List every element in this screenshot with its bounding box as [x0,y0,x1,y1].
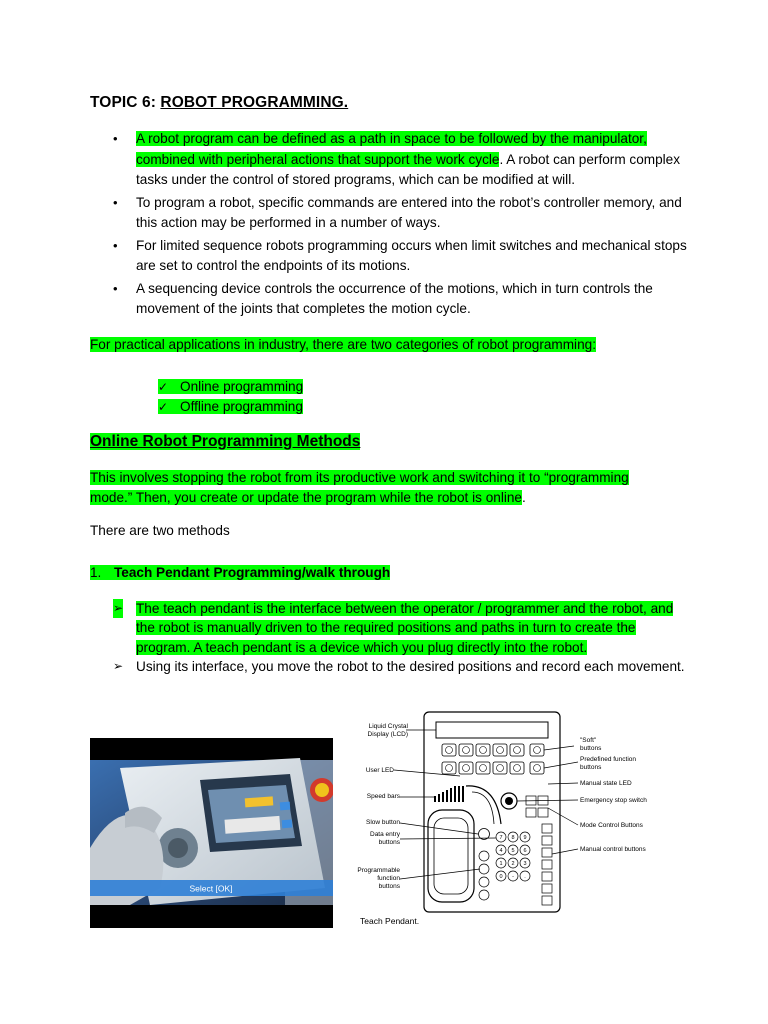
bullet-marker: • [113,194,118,210]
label-soft-2: buttons [580,745,602,752]
label-emergency: Emergency stop switch [580,797,647,804]
label-predefined-2: buttons [580,764,602,771]
photo-caption: Select [OK] [189,883,233,894]
bullet-marker: • [113,280,118,296]
label-manual-state: Manual state LED [580,780,632,787]
label-predefined-1: Predefined function [580,756,637,763]
method-number: 1. [90,565,102,580]
category-checklist [158,377,303,417]
bullet-text: For limited sequence robots programming occurs when limit switches and mechanical stops are set to control the endpoints of its motions. [136,237,687,273]
keypad-key-label: 5 [511,848,515,854]
highlighted-text: This involves stopping the robot from its productive work and switching it to “programming mode.” Then, you create or update the program while the robot is online [90,470,629,505]
categories-paragraph [90,335,596,355]
checkmark-icon: ✓ [158,400,169,414]
list-item [158,377,303,397]
teach-pendant-photo [90,738,333,928]
keypad-key-label: 1 [499,861,503,867]
keypad-key-label: - [512,874,514,880]
label-mode-control: Mode Control Buttons [580,822,643,829]
keypad-key-label: 7 [499,835,503,841]
label-manual-control: Manual control buttons [580,846,646,853]
online-intro-paragraph [90,468,670,508]
arrow-bullet-icon: ➢ [113,658,124,673]
label-soft-1: "Soft" [580,737,597,744]
keypad-key-label: . [524,874,526,880]
bullet-marker: • [113,237,118,253]
list-item [90,236,690,277]
keypad-key-label: 2 [511,861,515,867]
label-slow-button: Slow button [366,819,400,826]
arrow-bullet-icon: ➢ [113,599,123,618]
section-heading-text: Online Robot Programming Methods [90,433,361,450]
highlighted-text: A robot program can be defined as a path in space to be followed by the manipulator, combined with peripheral actions that support the work cycle [136,131,647,167]
bullet-marker: • [113,131,118,146]
keypad-key-label: 8 [511,835,515,841]
title-underlined: ROBOT PROGRAMMING. [160,94,349,111]
keypad-key-label: 0 [499,874,503,880]
keypad-key-label: 3 [523,861,527,867]
teach-pendant-diagram [356,704,668,928]
label-lcd-2: Display (LCD) [367,731,408,738]
page-title [90,94,348,112]
category-label: Offline programming [180,399,303,414]
two-methods-text: There are two methods [90,523,230,538]
bullet-text: A sequencing device controls the occurrence of the motions, which in turn controls the movement of the joints that completes the motion cycle. [136,280,653,316]
highlighted-text: The teach pendant is the interface between the operator / programmer and the robot, and the robot is manually driven to the required positions and paths in turn to create the program. A teach pendant is a device which you plug directly into the robot. [136,601,674,655]
bullet-text: To program a robot, specific commands are entered into the robot’s controller memory, and this action may be performed in a number of ways. [136,194,682,230]
highlighted-text: For practical applications in industry, there are two categories of robot programming: [90,337,596,352]
method-heading [90,563,390,583]
label-programmable-1: Programmable [357,867,400,874]
label-data-entry-2: buttons [378,839,400,846]
checkmark-icon: ✓ [158,380,169,394]
category-label: Online programming [180,379,304,394]
list-item [158,397,303,417]
method-title: Teach Pendant Programming/walk through [114,565,391,580]
diagram-caption: Teach Pendant. [360,916,420,926]
label-programmable-3: buttons [378,883,400,890]
section-heading-online [90,433,360,451]
list-item [90,599,690,657]
label-data-entry-1: Data entry [370,831,400,838]
label-user-led: User LED [365,767,394,774]
list-item [90,657,690,676]
bullet-text: Using its interface, you move the robot to the desired positions and record each movement. [136,658,685,674]
paragraph-end: . [521,490,526,505]
intro-bullet-list [90,129,690,322]
keypad-key-label: 9 [523,835,527,841]
list-item [90,193,690,234]
list-item [90,129,690,191]
keypad-key-label: 4 [499,848,503,854]
list-item [90,279,690,320]
label-lcd-1: Liquid Crystal [368,723,408,730]
label-speed-bars: Speed bars [366,793,400,800]
keypad-key-label: 6 [523,848,527,854]
label-programmable-2: function [377,875,400,882]
method-point-list [90,599,690,676]
bullet-text: . A robot can perform complex tasks under the control of stored programs, which can be modified at will. [136,151,681,187]
title-prefix: TOPIC 6: [90,94,156,111]
